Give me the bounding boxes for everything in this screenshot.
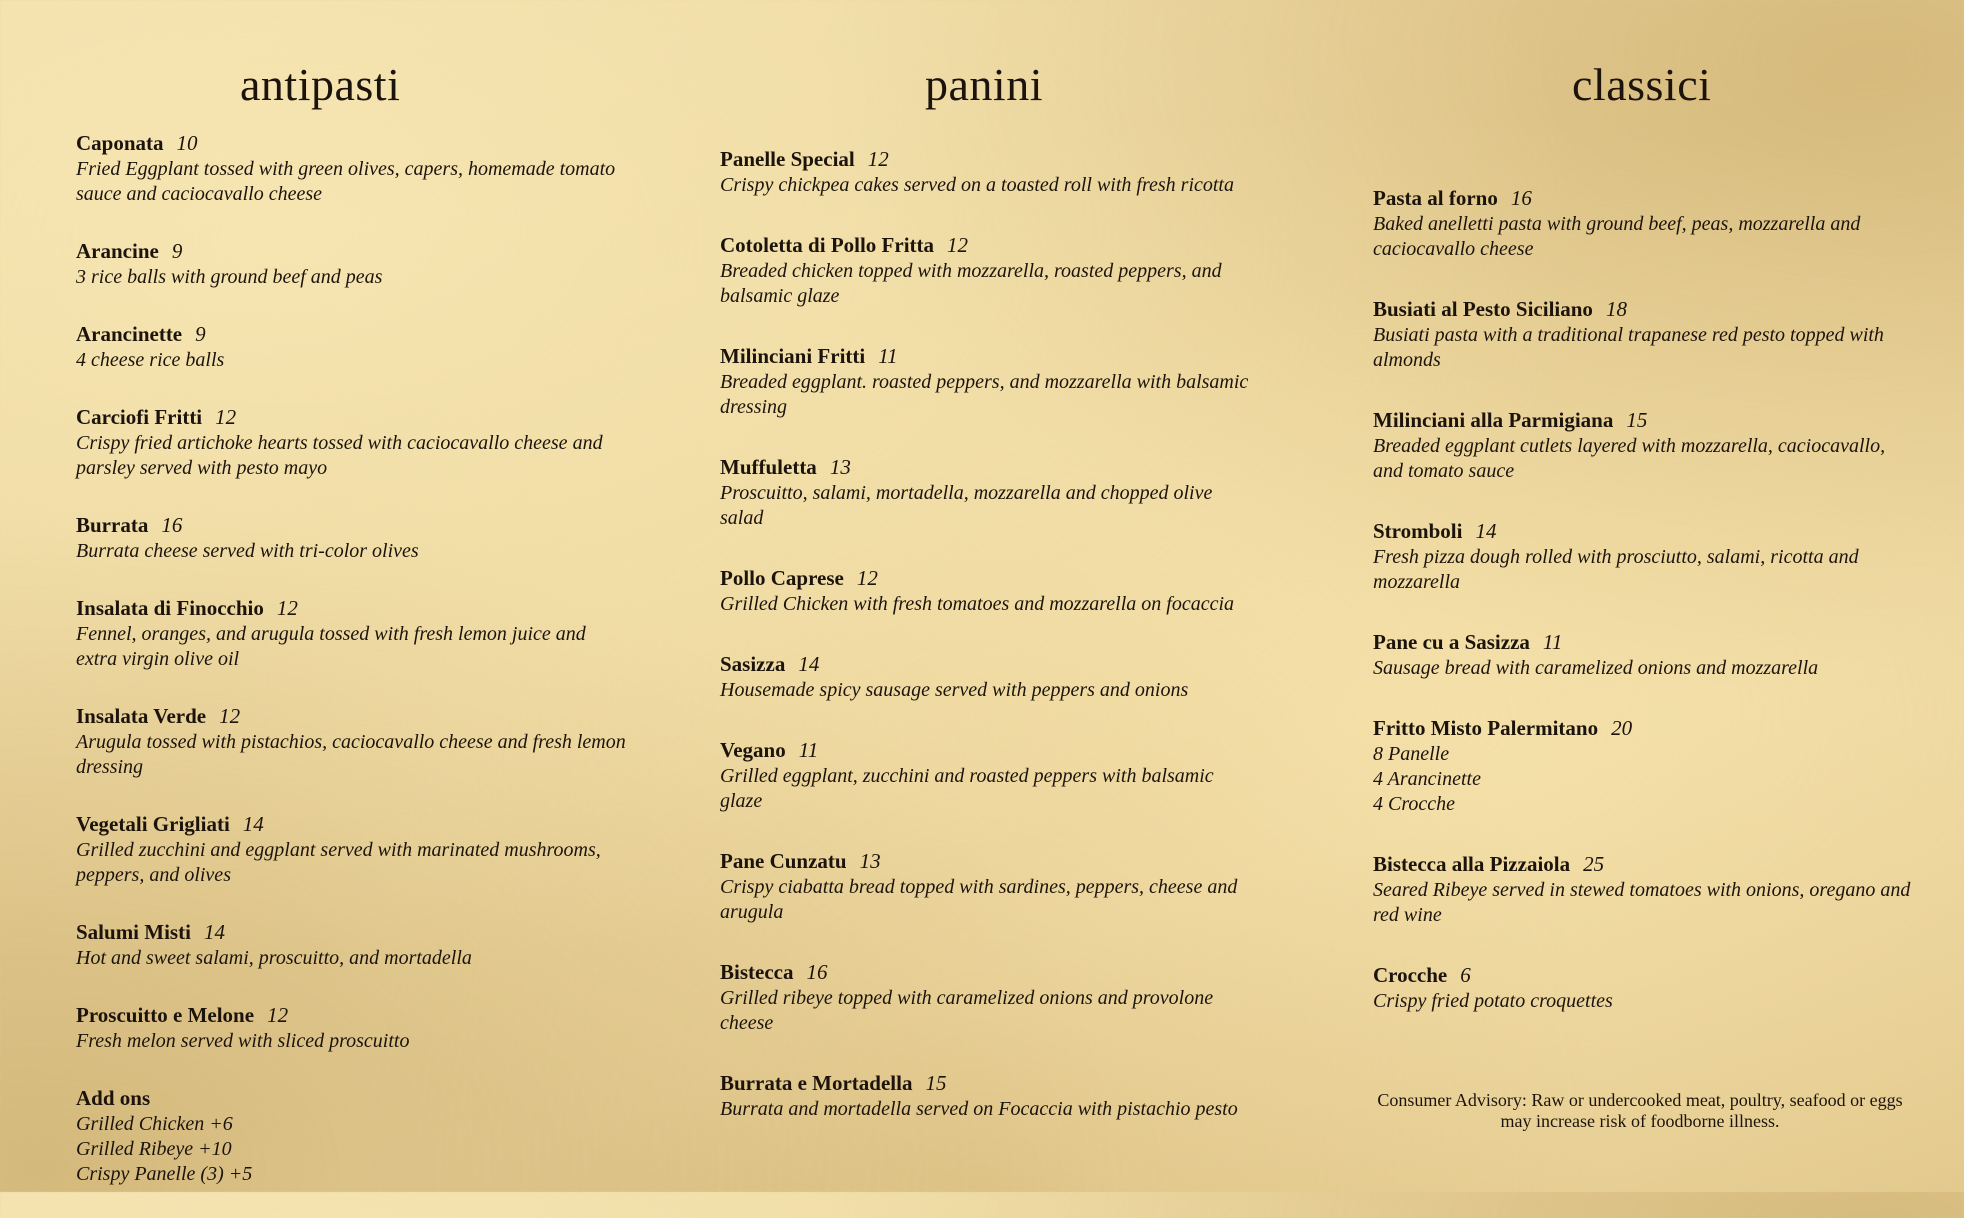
item-price: 18	[1605, 297, 1627, 321]
item-name: Busiati al Pesto Siciliano	[1373, 297, 1593, 321]
item-price: 10	[176, 131, 198, 155]
item-description: Burrata and mortadella served on Focaccia with pistachio pesto	[720, 1098, 1238, 1120]
item-description: Fresh melon served with sliced proscuitto	[76, 1030, 410, 1052]
item-name: Bistecca	[720, 960, 794, 984]
item-price: 12	[856, 566, 878, 590]
item-price: 25	[1583, 852, 1605, 876]
item-price: 13	[859, 849, 881, 873]
item-name: Burrata	[76, 513, 149, 537]
item-price: 9	[171, 239, 183, 263]
item-price: 11	[1542, 630, 1563, 654]
item-price: 15	[925, 1071, 947, 1095]
item-price: 14	[242, 812, 264, 836]
menu-item	[720, 232, 1260, 309]
item-description: Busiati pasta with a traditional trapanese red pesto topped with almonds	[1373, 324, 1884, 371]
item-name: Stromboli	[1373, 519, 1463, 543]
item-description: Grilled ribeye topped with caramelized onions and provolone cheese	[720, 987, 1214, 1034]
item-price: 16	[806, 960, 828, 984]
section-title-classici: classici	[1572, 59, 1712, 110]
menu-item	[1373, 962, 1913, 1014]
menu-item	[76, 595, 636, 672]
item-name: Milinciani alla Parmigiana	[1373, 408, 1614, 432]
menu-item	[720, 1070, 1260, 1122]
panini-items	[720, 146, 1260, 1156]
item-name: Arancinette	[76, 322, 183, 346]
item-name: Bistecca alla Pizzaiola	[1373, 852, 1571, 876]
addon-line: Grilled Chicken +6	[76, 1113, 233, 1135]
addon-line: Crispy Panelle (3) +5	[76, 1163, 253, 1185]
item-description: 4 cheese rice balls	[76, 349, 225, 371]
item-description: Fried Eggplant tossed with green olives, capers, homemade tomato sauce and caciocavallo cheese	[76, 158, 616, 205]
item-price: 12	[267, 1003, 289, 1027]
item-price: 12	[219, 704, 241, 728]
item-name: Cotoletta di Pollo Fritta	[720, 233, 935, 257]
antipasti-items	[76, 130, 636, 1218]
section-title-panini: panini	[925, 59, 1043, 110]
menu-item	[76, 404, 636, 481]
item-name: Muffuletta	[720, 455, 817, 479]
item-price: 6	[1460, 963, 1471, 987]
classici-items	[1373, 185, 1913, 1048]
addons-block	[76, 1085, 636, 1187]
item-description: Arugula tossed with pistachios, caciocavallo cheese and fresh lemon dressing	[76, 731, 626, 778]
item-price: 14	[798, 652, 820, 676]
item-description: Sausage bread with caramelized onions and mozzarella	[1373, 657, 1819, 679]
item-description: Breaded eggplant. roasted peppers, and mozzarella with balsamic dressing	[720, 371, 1249, 418]
menu-item	[1373, 518, 1913, 595]
item-description: Crispy fried potato croquettes	[1373, 990, 1613, 1012]
item-name: Pane Cunzatu	[720, 849, 847, 873]
item-name: Insalata di Finocchio	[76, 596, 264, 620]
item-name: Sasizza	[720, 652, 786, 676]
menu-item	[720, 959, 1260, 1036]
item-name: Pane cu a Sasizza	[1373, 630, 1530, 654]
item-name: Milinciani Fritti	[720, 344, 866, 368]
item-price: 11	[878, 344, 898, 368]
menu-item	[76, 703, 636, 780]
menu-item	[76, 238, 636, 290]
menu-item	[76, 512, 636, 564]
item-name: Salumi Misti	[76, 920, 191, 944]
item-name: Insalata Verde	[76, 704, 207, 728]
menu-item	[1373, 296, 1913, 373]
item-name: Fritto Misto Palermitano	[1373, 716, 1599, 740]
menu-item	[1373, 715, 1913, 817]
item-price: 12	[276, 596, 298, 620]
consumer-advisory: Consumer Advisory: Raw or undercooked meat, poultry, seafood or eggs may increase risk of foodborne illness.	[1377, 1090, 1903, 1131]
menu-item	[1373, 629, 1913, 681]
item-description: Fresh pizza dough rolled with prosciutto, salami, ricotta and mozzarella	[1373, 546, 1859, 593]
item-name: Burrata e Mortadella	[720, 1071, 913, 1095]
item-description: Housemade spicy sausage served with peppers and onions	[720, 679, 1189, 701]
item-name: Caponata	[76, 131, 164, 155]
item-name: Proscuitto e Melone	[76, 1003, 255, 1027]
item-description: Hot and sweet salami, proscuitto, and mortadella	[76, 947, 472, 969]
menu-item	[1373, 851, 1913, 928]
item-name: Arancine	[76, 239, 159, 263]
menu-item	[76, 919, 636, 971]
menu-item	[720, 146, 1260, 198]
menu-item	[720, 454, 1260, 531]
item-description: Crispy chickpea cakes served on a toasted roll with fresh ricotta	[720, 174, 1234, 196]
item-price: 13	[829, 455, 851, 479]
menu-item	[720, 848, 1260, 925]
item-description: Seared Ribeye served in stewed tomatoes with onions, oregano and red wine	[1373, 879, 1911, 926]
item-price: 15	[1626, 408, 1648, 432]
item-description: Breaded eggplant cutlets layered with mozzarella, caciocavallo, and tomato sauce	[1373, 435, 1886, 482]
menu-item	[1373, 407, 1913, 484]
menu-item	[76, 321, 636, 373]
item-description: Breaded chicken topped with mozzarella, roasted peppers, and balsamic glaze	[720, 260, 1222, 307]
item-name: Pasta al forno	[1373, 186, 1498, 210]
item-price: 14	[203, 920, 225, 944]
item-price: 9	[195, 322, 206, 346]
item-price: 12	[867, 147, 889, 171]
menu-item	[720, 651, 1260, 703]
item-description: Crispy fried artichoke hearts tossed with caciocavallo cheese and parsley served with pesto mayo	[76, 432, 603, 479]
item-description: Grilled eggplant, zucchini and roasted peppers with balsamic glaze	[720, 765, 1214, 812]
item-name: Vegetali Grigliati	[76, 812, 230, 836]
addons-title: Add ons	[76, 1086, 151, 1110]
item-price: 11	[798, 738, 819, 762]
menu-item	[720, 565, 1260, 617]
item-description: 3 rice balls with ground beef and peas	[76, 266, 383, 288]
addon-line: Grilled Ribeye +10	[76, 1138, 232, 1160]
menu-item	[720, 343, 1260, 420]
item-name: Vegano	[720, 738, 786, 762]
menu-item	[1373, 185, 1913, 262]
menu-item	[720, 737, 1260, 814]
item-price: 14	[1475, 519, 1497, 543]
item-price: 12	[947, 233, 969, 257]
menu-item	[76, 1002, 636, 1054]
item-price: 16	[1510, 186, 1532, 210]
item-name: Panelle Special	[720, 147, 855, 171]
item-name: Crocche	[1373, 963, 1448, 987]
item-line: 4 Crocche	[1373, 793, 1456, 815]
menu-item	[76, 811, 636, 888]
item-description: Baked anelletti pasta with ground beef, peas, mozzarella and caciocavallo cheese	[1373, 213, 1861, 260]
item-description: Proscuitto, salami, mortadella, mozzarella and chopped olive salad	[720, 482, 1213, 529]
item-name: Pollo Caprese	[720, 566, 844, 590]
item-price: 12	[215, 405, 237, 429]
item-description: Grilled zucchini and eggplant served with marinated mushrooms, peppers, and olives	[76, 839, 601, 886]
section-title-antipasti: antipasti	[240, 59, 401, 110]
item-description: Fennel, oranges, and arugula tossed with fresh lemon juice and extra virgin olive oil	[76, 623, 586, 670]
item-name: Carciofi Fritti	[76, 405, 203, 429]
item-line: 4 Arancinette	[1373, 768, 1481, 790]
item-description: Burrata cheese served with tri-color olives	[76, 540, 419, 562]
item-description: Grilled Chicken with fresh tomatoes and mozzarella on focaccia	[720, 593, 1235, 615]
item-price: 16	[161, 513, 183, 537]
item-price: 20	[1611, 716, 1633, 740]
item-line: 8 Panelle	[1373, 743, 1450, 765]
menu-item	[76, 130, 636, 207]
item-description: Crispy ciabatta bread topped with sardines, peppers, cheese and arugula	[720, 876, 1238, 923]
